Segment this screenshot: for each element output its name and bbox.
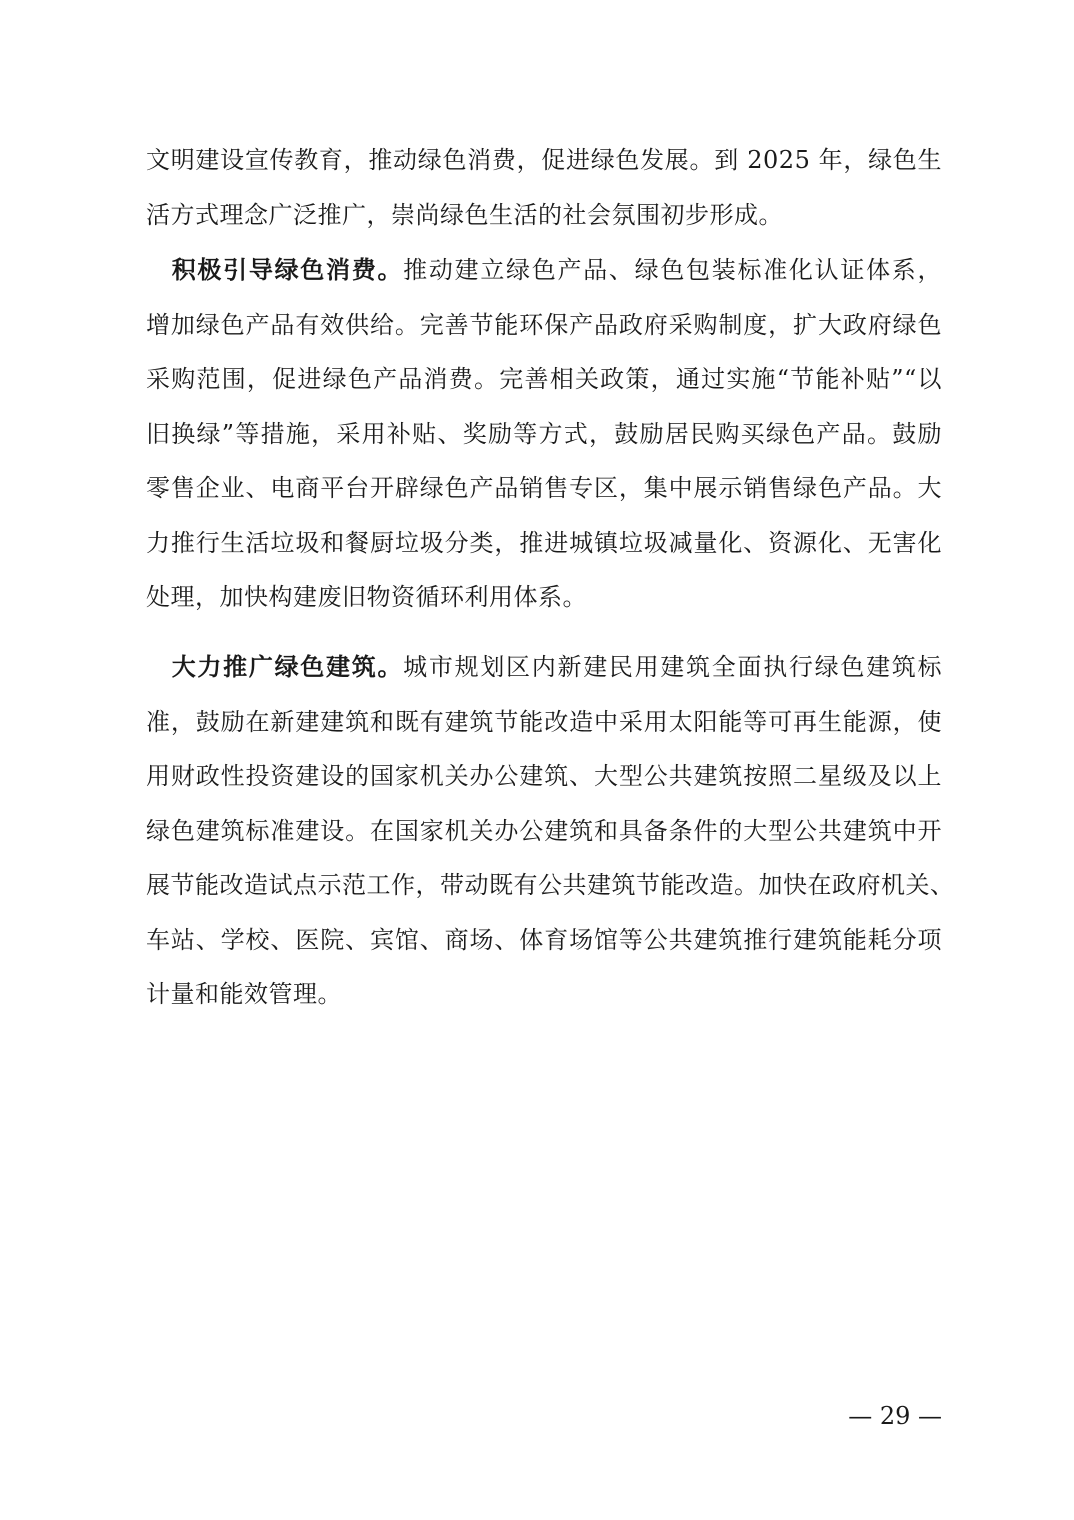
paragraph-line: 展节能改造试点示范工作，带动既有公共建筑节能改造。加快在政府机关、 (146, 871, 955, 899)
paragraph-line: 旧换绿”等措施，采用补贴、奖励等方式，鼓励居民购买绿色产品。鼓励 (146, 419, 942, 448)
paragraph-line: 零售企业、电商平台开辟绿色产品销售专区，集中展示销售绿色产品。大 (146, 474, 942, 502)
paragraph-line: 准，鼓励在新建建筑和既有建筑节能改造中采用太阳能等可再生能源，使 (146, 707, 942, 736)
paragraph-text: 推动建立绿色产品、绿色包装标准化认证体系， (403, 256, 943, 284)
paragraph-line: 增加绿色产品有效供给。完善节能环保产品政府采购制度，扩大政府绿色 (146, 310, 942, 339)
paragraph-line: 计量和能效管理。 (146, 980, 342, 1008)
paragraph-green-lifestyle (146, 133, 942, 242)
paragraph-line: 车站、学校、医院、宾馆、商场、体育场馆等公共建筑推行建筑能耗分项 (146, 925, 942, 954)
section-heading-green-building: 大力推广绿色建筑。 (171, 653, 404, 681)
paragraph-green-consumption (146, 243, 942, 625)
paragraph-line: 活方式理念广泛推广，崇尚绿色生活的社会氛围初步形成。 (146, 200, 783, 229)
paragraph-line: 处理，加快构建废旧物资循环利用体系。 (146, 583, 587, 611)
paragraph-line: 文明建设宣传教育，推动绿色消费，促进绿色发展。到 2025 年，绿色生 (146, 146, 942, 174)
paragraph-line: 绿色建筑标准建设。在国家机关办公建筑和具备条件的大型公共建筑中开 (146, 816, 942, 845)
page-number: — 29 — (848, 1402, 942, 1430)
section-heading-green-consumption: 积极引导绿色消费。 (171, 256, 404, 284)
paragraph-green-building (146, 640, 955, 1022)
paragraph-line: 采购范围，促进绿色产品消费。完善相关政策，通过实施“节能补贴”“以 (146, 365, 942, 393)
paragraph-text: 城市规划区内新建民用建筑全面执行绿色建筑标 (403, 653, 943, 681)
paragraph-line: 用财政性投资建设的国家机关办公建筑、大型公共建筑按照二星级及以上 (146, 762, 942, 790)
paragraph-first-line (146, 243, 942, 298)
paragraph-first-line (146, 640, 942, 695)
paragraph-line: 力推行生活垃圾和餐厨垃圾分类，推进城镇垃圾减量化、资源化、无害化 (146, 528, 942, 557)
